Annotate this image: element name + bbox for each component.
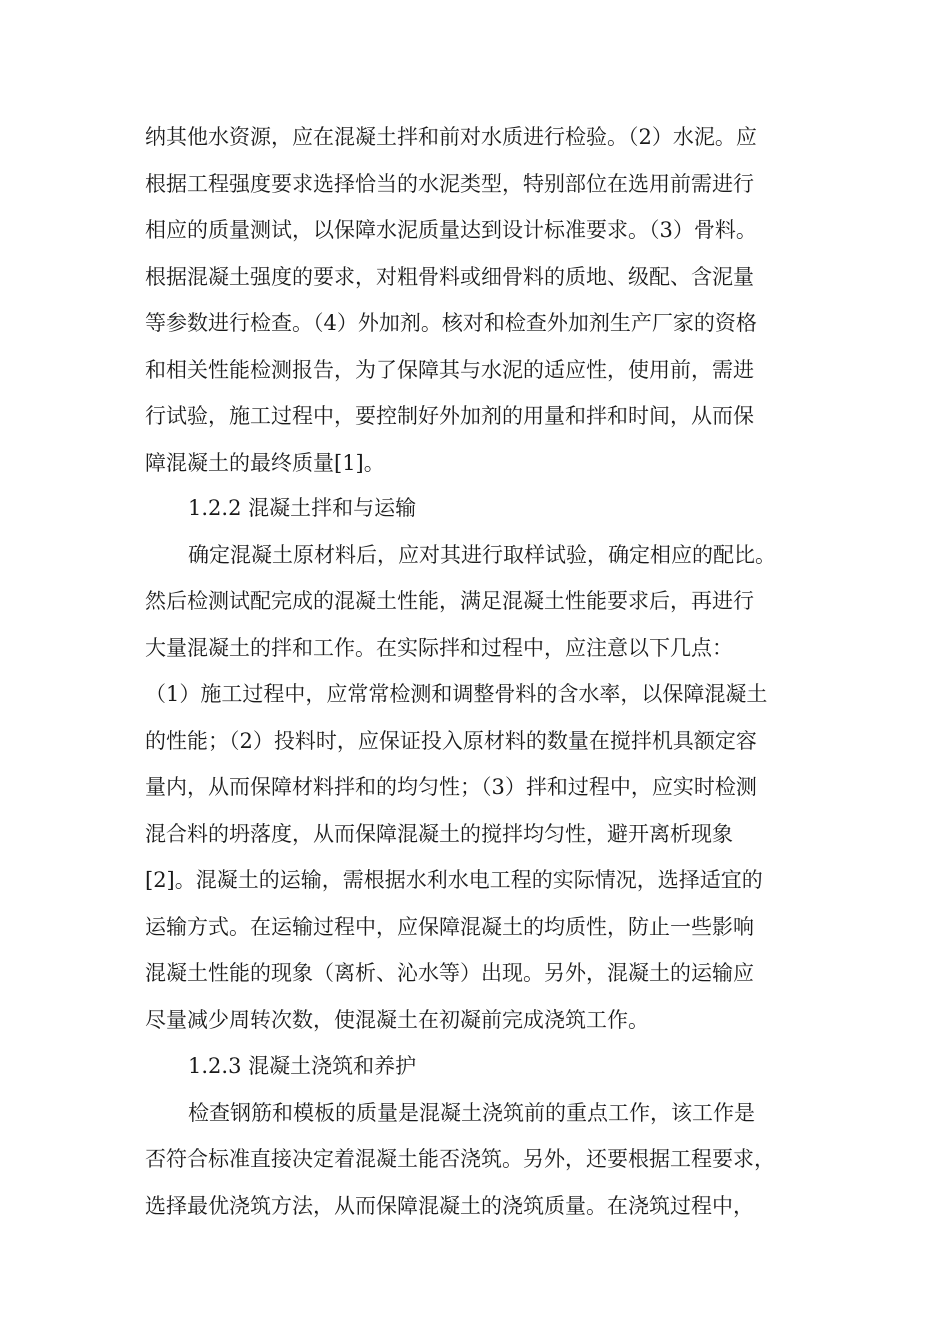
paragraph-line: 等参数进行检查。（4）外加剂。核对和检查外加剂生产厂家的资格 bbox=[145, 311, 757, 335]
paragraph-line: 量内，从而保障材料拌和的均匀性；（3）拌和过程中，应实时检测 bbox=[145, 775, 757, 799]
paragraph-line: （1）施工过程中，应常常检测和调整骨料的含水率，以保障混凝土 bbox=[145, 682, 768, 706]
paragraph-line: 尽量减少周转次数，使混凝土在初凝前完成浇筑工作。 bbox=[145, 1007, 649, 1032]
paragraph-line: 混凝土性能的现象（离析、沁水等）出现。另外，混凝土的运输应 bbox=[145, 961, 754, 985]
paragraph-materials bbox=[145, 114, 825, 486]
paragraph-line: 大量混凝土的拌和工作。在实际拌和过程中，应注意以下几点： bbox=[145, 635, 733, 660]
paragraph-line: 和相关性能检测报告，为了保障其与水泥的适应性，使用前，需进 bbox=[145, 357, 754, 382]
paragraph-line: 相应的质量测试，以保障水泥质量达到设计标准要求。（3）骨料。 bbox=[145, 218, 757, 242]
paragraph-line: 选择最优浇筑方法，从而保障混凝土的浇筑质量。在浇筑过程中， bbox=[145, 1193, 754, 1218]
paragraph-line: 根据混凝土强度的要求，对粗骨料或细骨料的质地、级配、含泥量 bbox=[145, 264, 754, 289]
paragraph-line: 然后检测试配完成的混凝土性能，满足混凝土性能要求后，再进行 bbox=[145, 589, 754, 613]
paragraph-line: 行试验，施工过程中，要控制好外加剂的用量和拌和时间，从而保 bbox=[145, 404, 754, 428]
paragraph-line: [2]。混凝土的运输，需根据水利水电工程的实际情况，选择适宜的 bbox=[145, 868, 763, 892]
section-heading-1-2-2: 1.2.2 混凝土拌和与运输 bbox=[188, 496, 417, 520]
section-heading-1-2-3: 1.2.3 混凝土浇筑和养护 bbox=[188, 1054, 417, 1078]
paragraph-line: 的性能；（2）投料时，应保证投入原材料的数量在搅拌机具额定容 bbox=[145, 728, 757, 753]
paragraph-line: 确定混凝土原材料后，应对其进行取样试验，确定相应的配比。 bbox=[188, 542, 776, 567]
paragraph-line: 混合料的坍落度，从而保障混凝土的搅拌均匀性，避开离析现象 bbox=[145, 821, 733, 846]
paragraph-line: 纳其他水资源，应在混凝土拌和前对水质进行检验。（2）水泥。应 bbox=[145, 125, 757, 149]
sections-container bbox=[145, 485, 825, 1229]
paragraph-line: 运输方式。在运输过程中，应保障混凝土的均质性，防止一些影响 bbox=[145, 914, 754, 939]
paragraph-line: 障混凝土的最终质量[1]。 bbox=[145, 450, 385, 475]
paragraph-line: 根据工程强度要求选择恰当的水泥类型，特别部位在选用前需进行 bbox=[145, 171, 754, 196]
paragraph-line: 检查钢筋和模板的质量是混凝土浇筑前的重点工作，该工作是 bbox=[188, 1100, 755, 1125]
paragraph-line: 否符合标准直接决定着混凝土能否浇筑。另外，还要根据工程要求， bbox=[145, 1147, 775, 1171]
